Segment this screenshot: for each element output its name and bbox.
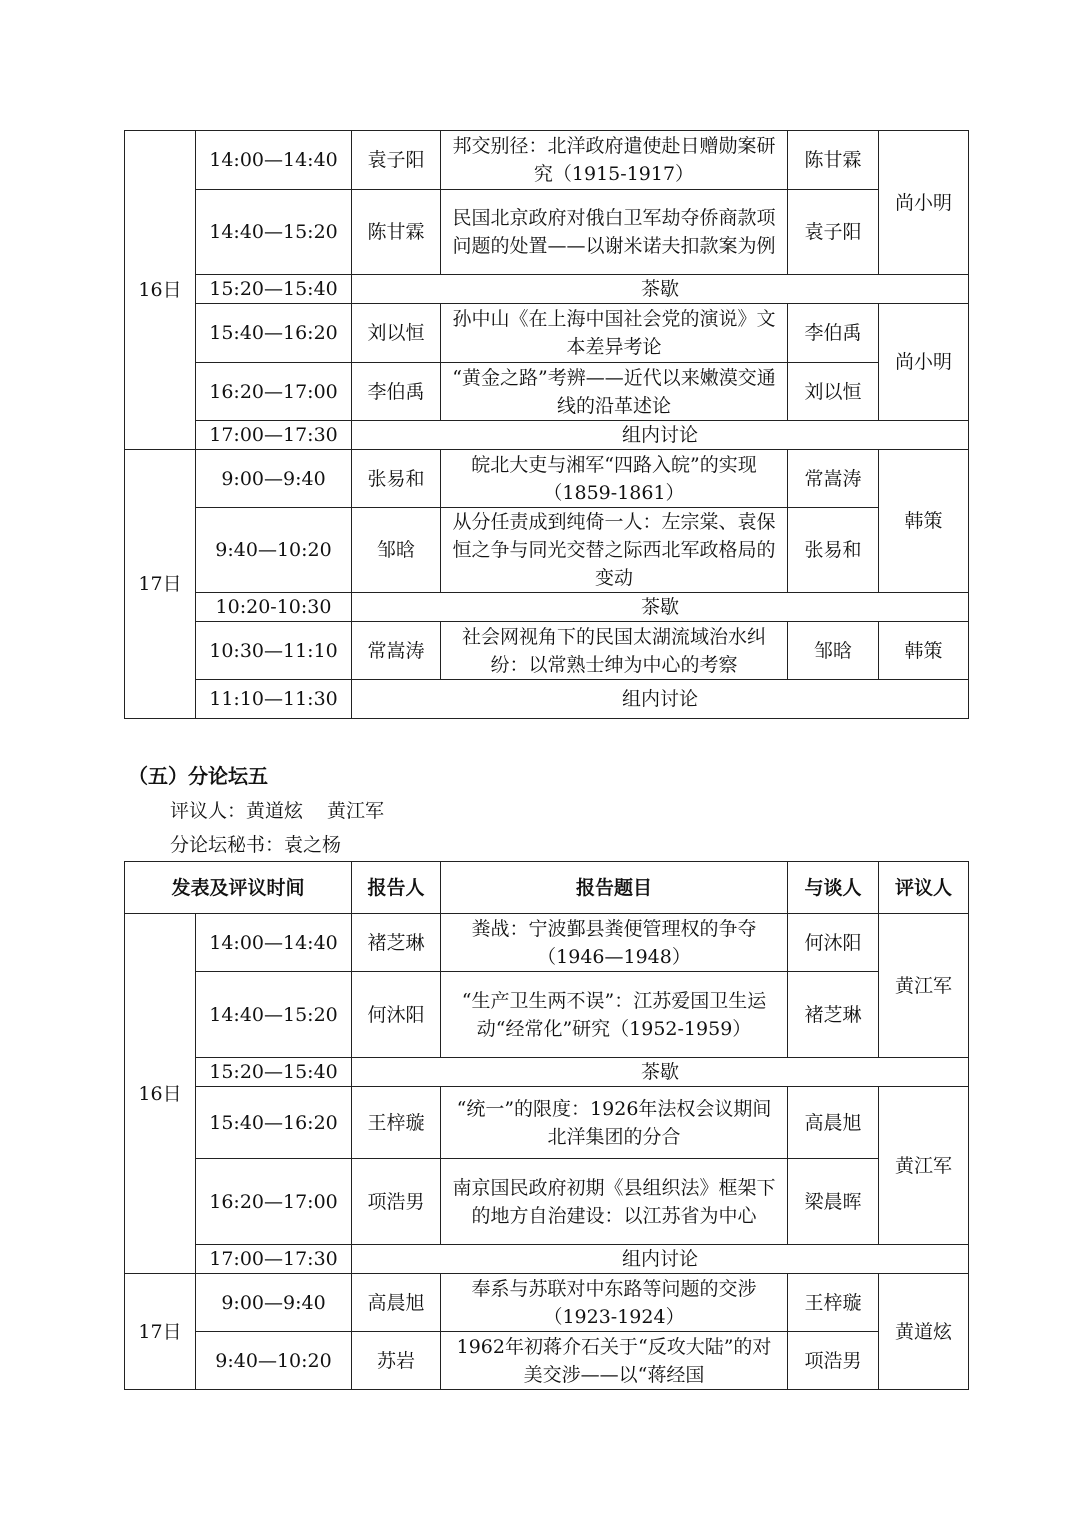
day-cell: 16日 xyxy=(125,131,196,450)
time-cell: 9:40—10:20 xyxy=(196,508,352,593)
reviewer-cell: 韩策 xyxy=(879,622,969,680)
reviewer-name: 黄江军 xyxy=(327,800,385,822)
speaker-cell: 常嵩涛 xyxy=(352,622,441,680)
discussant-cell: 褚芝琳 xyxy=(788,972,879,1058)
table-row xyxy=(125,1058,969,1087)
time-cell: 9:00—9:40 xyxy=(196,1274,352,1332)
reviewer-cell: 尚小明 xyxy=(879,304,969,421)
reviewer-cell: 韩策 xyxy=(879,450,969,593)
header-time: 发表及评议时间 xyxy=(125,862,352,914)
table-row xyxy=(125,304,969,363)
time-cell: 16:20—17:00 xyxy=(196,363,352,421)
reviewer-cell: 尚小明 xyxy=(879,131,969,275)
time-cell: 14:40—15:20 xyxy=(196,190,352,275)
header-reviewer: 评议人 xyxy=(879,862,969,914)
time-cell: 14:00—14:40 xyxy=(196,914,352,972)
discussant-cell: 梁晨晖 xyxy=(788,1159,879,1245)
discussant-cell: 高晨旭 xyxy=(788,1087,879,1159)
break-cell: 茶歇 xyxy=(352,275,969,304)
day-cell: 17日 xyxy=(125,1274,196,1390)
discussant-cell: 袁子阳 xyxy=(788,190,879,275)
speaker-cell: 褚芝琳 xyxy=(352,914,441,972)
time-cell: 15:20—15:40 xyxy=(196,275,352,304)
break-cell: 茶歇 xyxy=(352,593,969,622)
discussion-cell: 组内讨论 xyxy=(352,1245,969,1274)
topic-cell: 孙中山《在上海中国社会党的演说》文本差异考论 xyxy=(441,304,788,363)
speaker-cell: 高晨旭 xyxy=(352,1274,441,1332)
topic-cell: 从分任责成到纯倚一人：左宗棠、袁保恒之争与同光交替之际西北军政格局的变动 xyxy=(441,508,788,593)
table-row xyxy=(125,680,969,719)
table-row xyxy=(125,275,969,304)
speaker-cell: 苏岩 xyxy=(352,1332,441,1390)
speaker-cell: 王梓璇 xyxy=(352,1087,441,1159)
topic-cell: 粪战：宁波鄞县粪便管理权的争夺（1946—1948） xyxy=(441,914,788,972)
topic-cell: 邦交别径：北洋政府遣使赴日赠勋案研究（1915-1917） xyxy=(441,131,788,190)
section-heading: （五）分论坛五 xyxy=(128,764,268,788)
break-cell: 茶歇 xyxy=(352,1058,969,1087)
speaker-cell: 李伯禹 xyxy=(352,363,441,421)
time-cell: 9:40—10:20 xyxy=(196,1332,352,1390)
time-cell: 10:20-10:30 xyxy=(196,593,352,622)
topic-cell: “统一”的限度：1926年法权会议期间北洋集团的分合 xyxy=(441,1087,788,1159)
discussant-cell: 李伯禹 xyxy=(788,304,879,363)
discussant-cell: 王梓璇 xyxy=(788,1274,879,1332)
table-row xyxy=(125,1159,969,1245)
time-cell: 16:20—17:00 xyxy=(196,1159,352,1245)
topic-cell: “生产卫生两不误”：江苏爱国卫生运动“经常化”研究（1952-1959） xyxy=(441,972,788,1058)
table-header-row xyxy=(125,862,969,914)
speaker-cell: 袁子阳 xyxy=(352,131,441,190)
speaker-cell: 陈甘霖 xyxy=(352,190,441,275)
table-row xyxy=(125,190,969,275)
topic-cell: 皖北大吏与湘军“四路入皖”的实现（1859-1861） xyxy=(441,450,788,508)
header-topic: 报告题目 xyxy=(441,862,788,914)
reviewers-label: 评议人： xyxy=(170,800,247,822)
time-cell: 15:40—16:20 xyxy=(196,304,352,363)
table-row xyxy=(125,131,969,190)
topic-cell: 民国北京政府对俄白卫军劫夺侨商款项问题的处置——以谢米诺夫扣款案为例 xyxy=(441,190,788,275)
time-cell: 17:00—17:30 xyxy=(196,1245,352,1274)
topic-cell: 南京国民政府初期《县组织法》框架下的地方自治建设：以江苏省为中心 xyxy=(441,1159,788,1245)
discussant-cell: 常嵩涛 xyxy=(788,450,879,508)
table-row xyxy=(125,622,969,680)
time-cell: 14:40—15:20 xyxy=(196,972,352,1058)
topic-cell: “黄金之路”考辨——近代以来嫩漠交通线的沿革述论 xyxy=(441,363,788,421)
secretary-name: 袁之杨 xyxy=(284,834,342,856)
speaker-cell: 张易和 xyxy=(352,450,441,508)
table-row xyxy=(125,593,969,622)
schedule-table-continued xyxy=(124,130,969,719)
discussant-cell: 刘以恒 xyxy=(788,363,879,421)
table-row xyxy=(125,972,969,1058)
secretary-line xyxy=(170,830,341,857)
table-row xyxy=(125,1245,969,1274)
table-row xyxy=(125,1274,969,1332)
table-row xyxy=(125,450,969,508)
table-row xyxy=(125,363,969,421)
table-row xyxy=(125,508,969,593)
topic-cell: 1962年初蒋介石关于“反攻大陆”的对美交涉——以“蒋经国 xyxy=(441,1332,788,1390)
topic-cell: 社会网视角下的民国太湖流域治水纠纷：以常熟士绅为中心的考察 xyxy=(441,622,788,680)
reviewer-name: 黄道炫 xyxy=(246,800,304,822)
reviewers-line xyxy=(170,796,384,823)
discussant-cell: 何沐阳 xyxy=(788,914,879,972)
time-cell: 11:10—11:30 xyxy=(196,680,352,719)
day-cell: 17日 xyxy=(125,450,196,719)
time-cell: 9:00—9:40 xyxy=(196,450,352,508)
schedule-table-forum-five xyxy=(124,861,969,1390)
table-row xyxy=(125,421,969,450)
discussant-cell: 邹晗 xyxy=(788,622,879,680)
table-row xyxy=(125,1087,969,1159)
time-cell: 15:20—15:40 xyxy=(196,1058,352,1087)
topic-cell: 奉系与苏联对中东路等问题的交涉（1923-1924） xyxy=(441,1274,788,1332)
reviewer-cell: 黄道炫 xyxy=(879,1274,969,1390)
time-cell: 17:00—17:30 xyxy=(196,421,352,450)
header-speaker: 报告人 xyxy=(352,862,441,914)
reviewer-cell: 黄江军 xyxy=(879,1087,969,1245)
header-discussant: 与谈人 xyxy=(788,862,879,914)
time-cell: 15:40—16:20 xyxy=(196,1087,352,1159)
speaker-cell: 刘以恒 xyxy=(352,304,441,363)
time-cell: 14:00—14:40 xyxy=(196,131,352,190)
discussant-cell: 项浩男 xyxy=(788,1332,879,1390)
speaker-cell: 项浩男 xyxy=(352,1159,441,1245)
discussion-cell: 组内讨论 xyxy=(352,421,969,450)
speaker-cell: 何沐阳 xyxy=(352,972,441,1058)
day-cell: 16日 xyxy=(125,914,196,1274)
speaker-cell: 邹晗 xyxy=(352,508,441,593)
secretary-label: 分论坛秘书： xyxy=(170,834,285,856)
discussant-cell: 张易和 xyxy=(788,508,879,593)
time-cell: 10:30—11:10 xyxy=(196,622,352,680)
discussant-cell: 陈甘霖 xyxy=(788,131,879,190)
discussion-cell: 组内讨论 xyxy=(352,680,969,719)
table-row xyxy=(125,914,969,972)
table-row xyxy=(125,1332,969,1390)
reviewer-cell: 黄江军 xyxy=(879,914,969,1058)
